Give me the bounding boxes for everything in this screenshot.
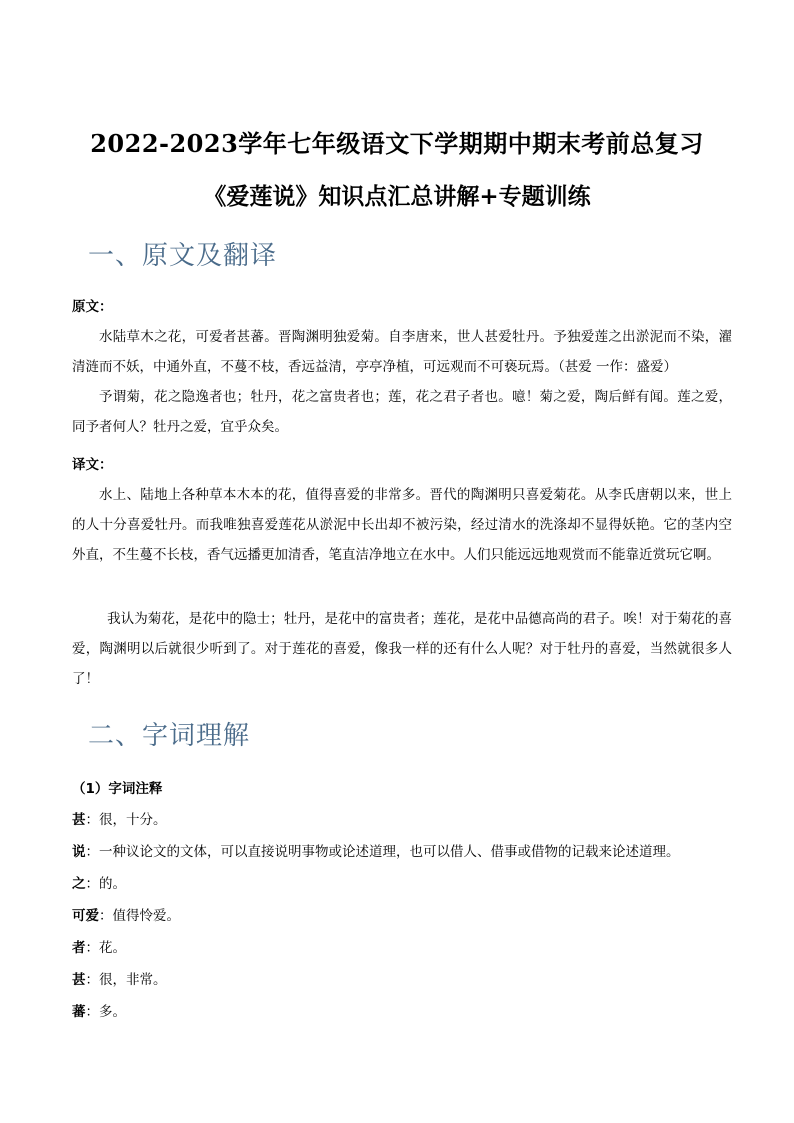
gloss-subtitle: [72, 774, 732, 804]
section-heading-vocabulary: 二、字词理解: [88, 721, 251, 751]
gloss-definition: ：花。: [85, 940, 126, 956]
gloss-term: 之: [72, 876, 86, 892]
gloss-term: 蕃: [72, 1004, 86, 1020]
gloss-item: [72, 964, 732, 996]
gloss-subtitle-text: （1）字词注释: [72, 781, 163, 797]
gloss-definition: ：很，非常。: [85, 972, 167, 988]
document-subtitle: 《爱莲说》知识点汇总讲解+专题训练: [203, 183, 591, 210]
gloss-item: [72, 996, 732, 1028]
gloss-item: [72, 932, 732, 964]
gloss-definition: ：值得怜爱。: [99, 908, 180, 924]
section-heading-original: 一、原文及翻译: [88, 241, 278, 271]
translation-paragraph-1: 水上、陆地上各种草本木本的花，值得喜爱的非常多。晋代的陶渊明只喜爱菊花。从李氏唐朝以来，世上的人十分喜爱牡丹。而我唯独喜爱莲花从淤泥中长出却不被污染，经过清水的洗涤却不显得妖艳。它的茎内空外直，不生蔓不长枝，香气远播更加清香，笔直洁净地立在水中。人们只能远远地观赏而不能靠近赏玩它啊。: [72, 487, 732, 563]
gloss-term: 说: [72, 844, 86, 860]
gloss-item: [72, 804, 732, 836]
gloss-term: 者: [72, 940, 86, 956]
original-label-text: 原文：: [72, 299, 113, 315]
gloss-definition: ：的。: [85, 876, 126, 892]
gloss-definition: ：一种议论文的文体，可以直接说明事物或论述道理，也可以借人、借事或借物的记载来论述道理。: [85, 844, 680, 860]
gloss-item: [72, 836, 732, 868]
translation-paragraph-2: 我认为菊花，是花中的隐士；牡丹，是花中的富贵者；莲花，是花中品德高尚的君子。唉！对于菊花的喜爱，陶渊明以后就很少听到了。对于莲花的喜爱，像我一样的还有什么人呢？对于牡丹的喜爱，当然就很多人了！: [72, 611, 732, 687]
gloss-item: [72, 900, 732, 932]
gloss-definition: ：多。: [85, 1004, 126, 1020]
document-title: 2022-2023学年七年级语文下学期期中期末考前总复习: [90, 129, 704, 158]
gloss-term: 甚: [72, 972, 86, 988]
original-label: [72, 292, 732, 322]
translation-label-text: 译文：: [72, 457, 113, 473]
gloss-definition: ：很，十分。: [85, 812, 167, 828]
original-paragraph-1: 水陆草木之花，可爱者甚蕃。晋陶渊明独爱菊。自李唐来，世人甚爱牡丹。予独爱莲之出淤泥而不染，濯清涟而不妖，中通外直，不蔓不枝，香远益清，亭亭净植，可远观而不可亵玩焉。（甚爱 一作：盛爱）: [72, 329, 732, 375]
gloss-item: [72, 868, 732, 900]
gloss-list: [72, 804, 732, 1028]
translation-label: [72, 450, 732, 480]
gloss-term: 可爱: [72, 908, 99, 924]
gloss-term: 甚: [72, 812, 86, 828]
original-paragraph-2: 予谓菊，花之隐逸者也；牡丹，花之富贵者也；莲，花之君子者也。噫！菊之爱，陶后鲜有闻。莲之爱，同予者何人？牡丹之爱，宜乎众矣。: [72, 389, 732, 435]
